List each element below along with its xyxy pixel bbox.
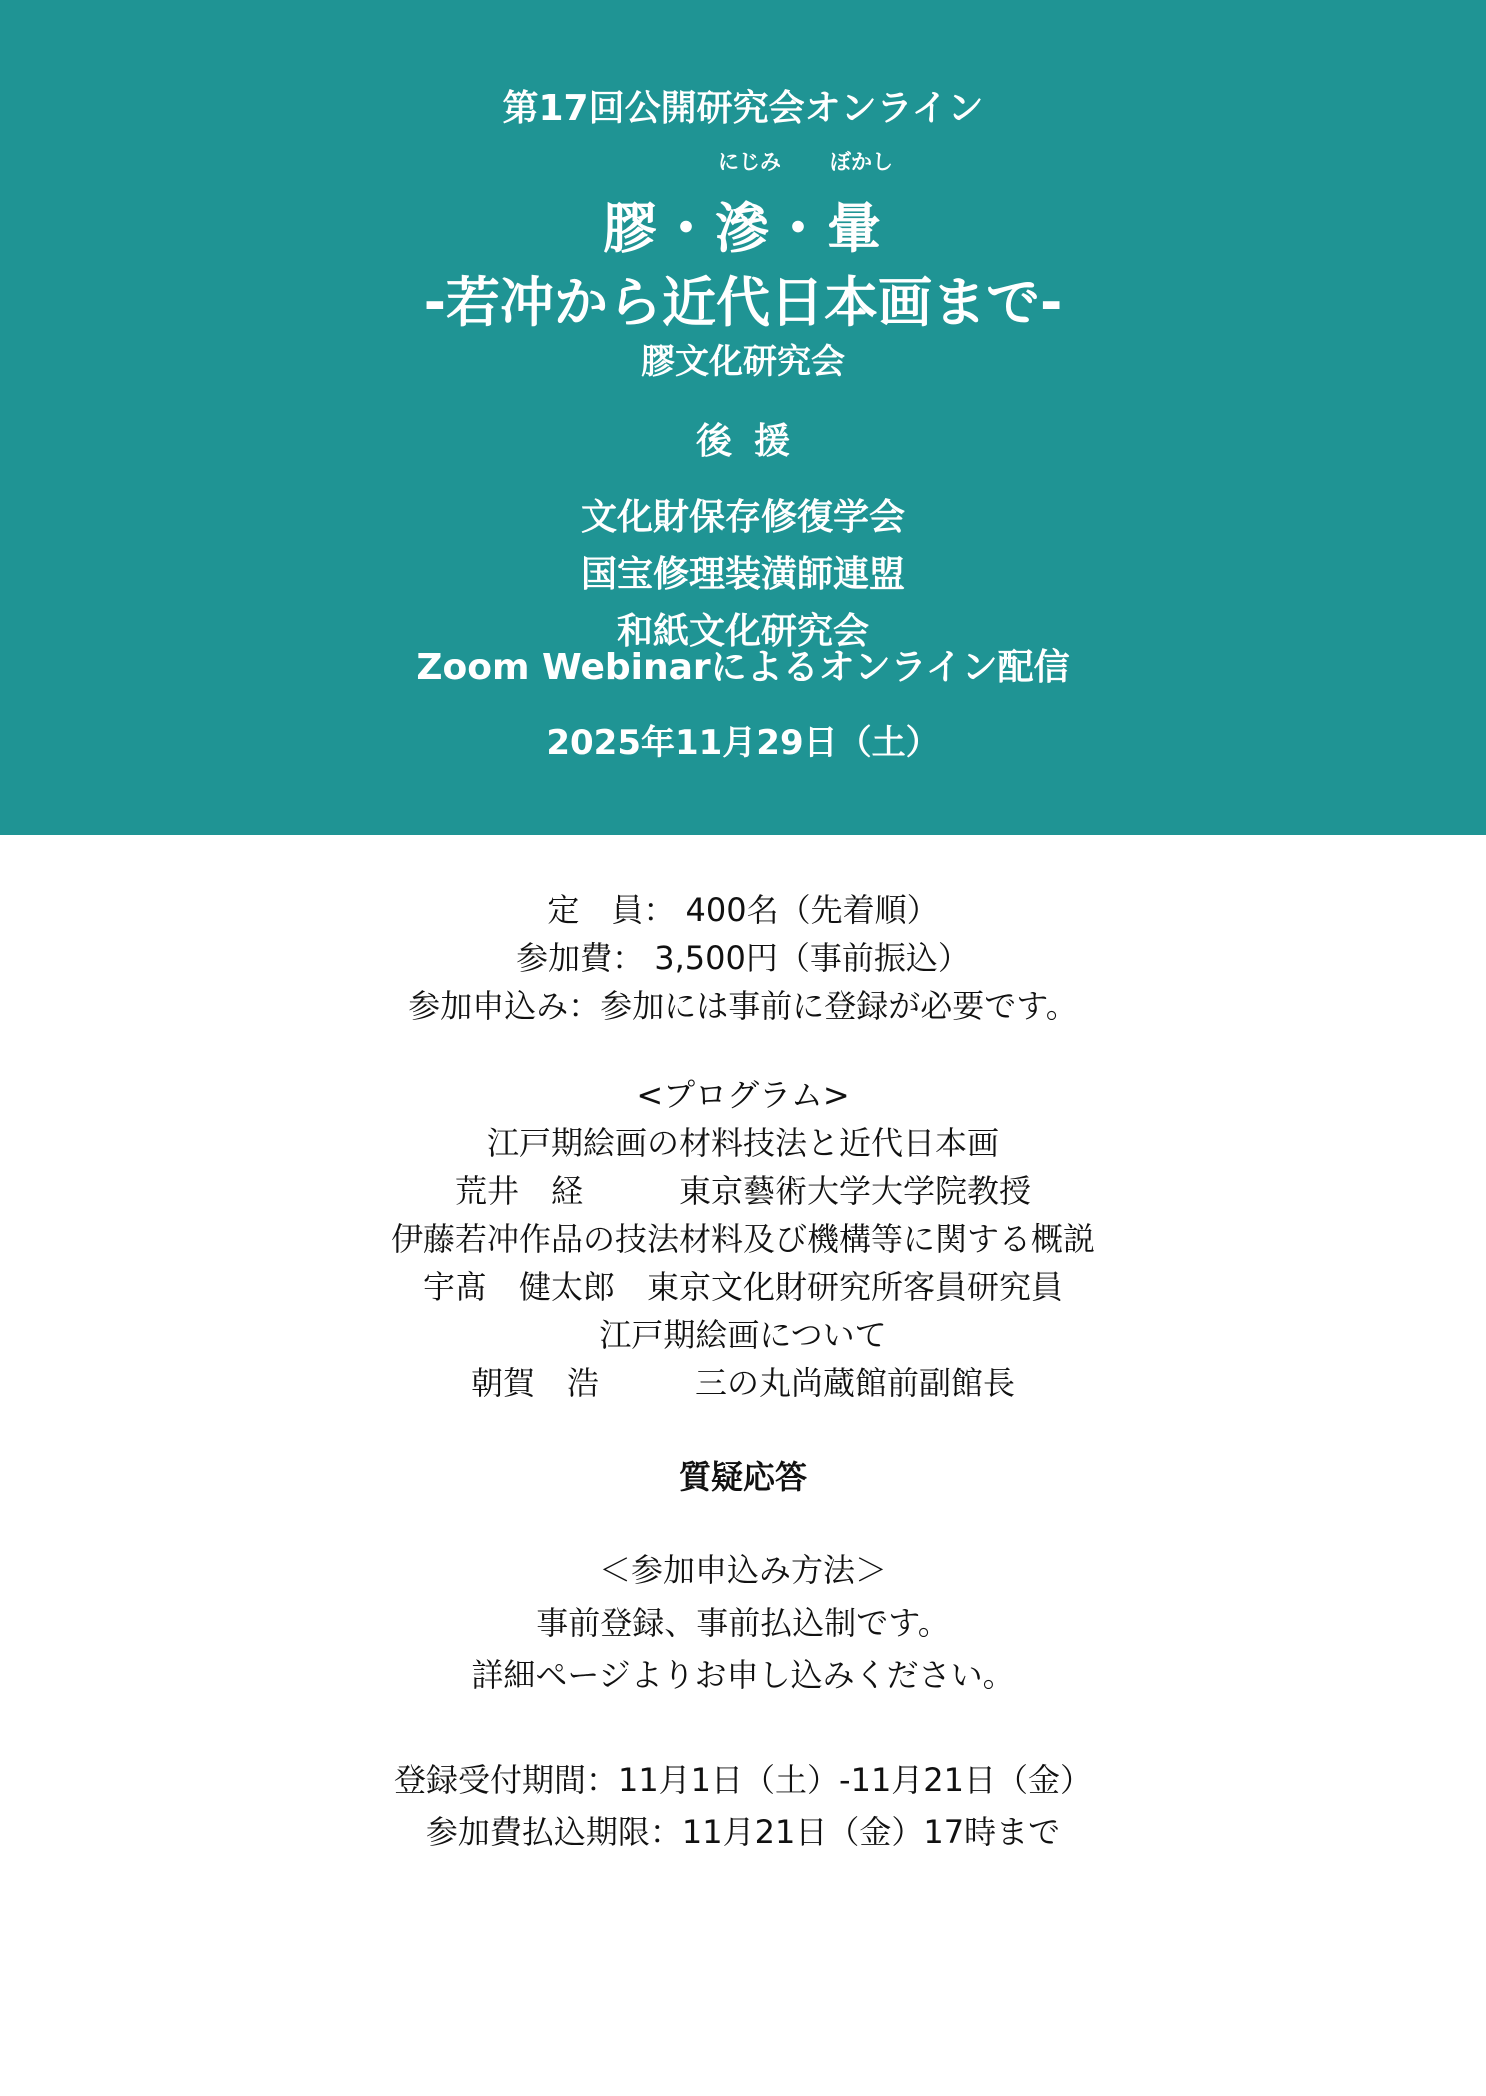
- supporter-item: 文化財保存修復学会: [580, 497, 905, 538]
- program-speaker: 朝賀 浩 三の丸尚蔵館前副館長: [470, 1364, 1015, 1402]
- furigana-bokashi: ぼかし: [830, 150, 893, 174]
- application-line: 事前登録、事前払込制です。: [536, 1604, 950, 1642]
- program-speaker: 荒井 経 東京藝術大学大学院教授: [454, 1172, 1031, 1210]
- delivery-method: Zoom Webinarによるオンライン配信: [416, 647, 1070, 688]
- program-title: 江戸期絵画の材料技法と近代日本画: [486, 1124, 999, 1162]
- registration-period: 登録受付期間：11月1日（土）-11月21日（金）: [393, 1761, 1093, 1799]
- capacity: 定 員： 400名（先着順）: [547, 891, 939, 929]
- qa-label: 質疑応答: [678, 1458, 807, 1496]
- page-subtitle: -若冲から近代日本画まで-: [423, 271, 1063, 334]
- registration-note: 参加申込み：参加には事前に登録が必要です。: [408, 987, 1078, 1025]
- furigana-nijimi: にじみ: [718, 150, 781, 174]
- page-title: 膠・滲・暈: [603, 197, 883, 260]
- support-label: 後援: [695, 421, 812, 462]
- title-furigana: [0, 146, 1486, 172]
- event-date: 2025年11月29日（土）: [546, 723, 940, 763]
- program-title: 江戸期絵画について: [599, 1316, 887, 1354]
- supporter-item: 国宝修理装潢師連盟: [580, 554, 905, 595]
- fee: 参加費： 3,500円（事前振込）: [516, 939, 970, 977]
- organizer: 膠文化研究会: [641, 342, 845, 382]
- application-heading: ＜参加申込み方法＞: [598, 1551, 887, 1589]
- header-banner: [0, 0, 1486, 835]
- event-label: 第17回公開研究会オンライン: [502, 88, 984, 129]
- application-line: 詳細ページよりお申し込みください。: [471, 1656, 1015, 1694]
- program-heading: <プログラム>: [636, 1076, 850, 1114]
- program-title: 伊藤若冲作品の技法材料及び機構等に関する概説: [390, 1220, 1095, 1258]
- payment-deadline: 参加費払込期限：11月21日（金）17時まで: [425, 1813, 1061, 1851]
- supporter-item: 和紙文化研究会: [616, 611, 869, 652]
- program-speaker: 宇髙 健太郎 東京文化財研究所客員研究員: [422, 1268, 1063, 1306]
